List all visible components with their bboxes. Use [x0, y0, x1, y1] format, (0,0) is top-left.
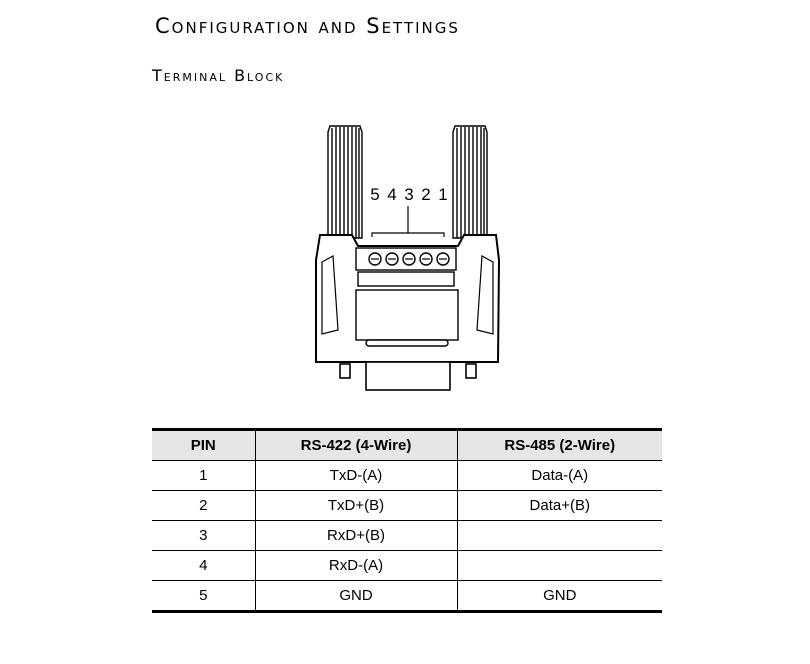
rs485-cell — [457, 521, 662, 551]
rs422-cell: TxD+(B) — [255, 491, 457, 521]
pin-cell: 5 — [152, 581, 255, 612]
rs485-cell: GND — [457, 581, 662, 612]
table-row — [152, 461, 662, 491]
header-rs485: RS-485 (2-Wire) — [457, 430, 662, 461]
pin-number-label: 5 — [370, 185, 380, 204]
pin-number-label: 4 — [387, 185, 397, 204]
pin-number-label: 2 — [421, 185, 431, 204]
table-row — [152, 521, 662, 551]
rs422-cell: RxD-(A) — [255, 551, 457, 581]
table-row — [152, 581, 662, 612]
left-thumbscrew — [328, 126, 362, 238]
right-thumbscrew — [453, 126, 487, 238]
page-title: Configuration and Settings — [155, 14, 460, 38]
pin-number-label: 3 — [404, 185, 414, 204]
table-row — [152, 551, 662, 581]
pin-assignment-table — [152, 428, 662, 613]
pin-number-label: 1 — [438, 185, 448, 204]
header-pin: PIN — [152, 430, 255, 461]
pin-cell: 2 — [152, 491, 255, 521]
rs422-cell: GND — [255, 581, 457, 612]
rs422-cell: RxD+(B) — [255, 521, 457, 551]
table-row — [152, 491, 662, 521]
pin-cell: 3 — [152, 521, 255, 551]
pin-cell: 4 — [152, 551, 255, 581]
rs485-cell: Data+(B) — [457, 491, 662, 521]
rs485-cell: Data-(A) — [457, 461, 662, 491]
section-title: Terminal Block — [152, 66, 285, 85]
terminal-block-diagram — [300, 120, 515, 400]
dsub-shell — [340, 362, 476, 390]
table-header-row — [152, 430, 662, 461]
header-rs422: RS-422 (4-Wire) — [255, 430, 457, 461]
rs422-cell: TxD-(A) — [255, 461, 457, 491]
rs485-cell — [457, 551, 662, 581]
pin-cell: 1 — [152, 461, 255, 491]
